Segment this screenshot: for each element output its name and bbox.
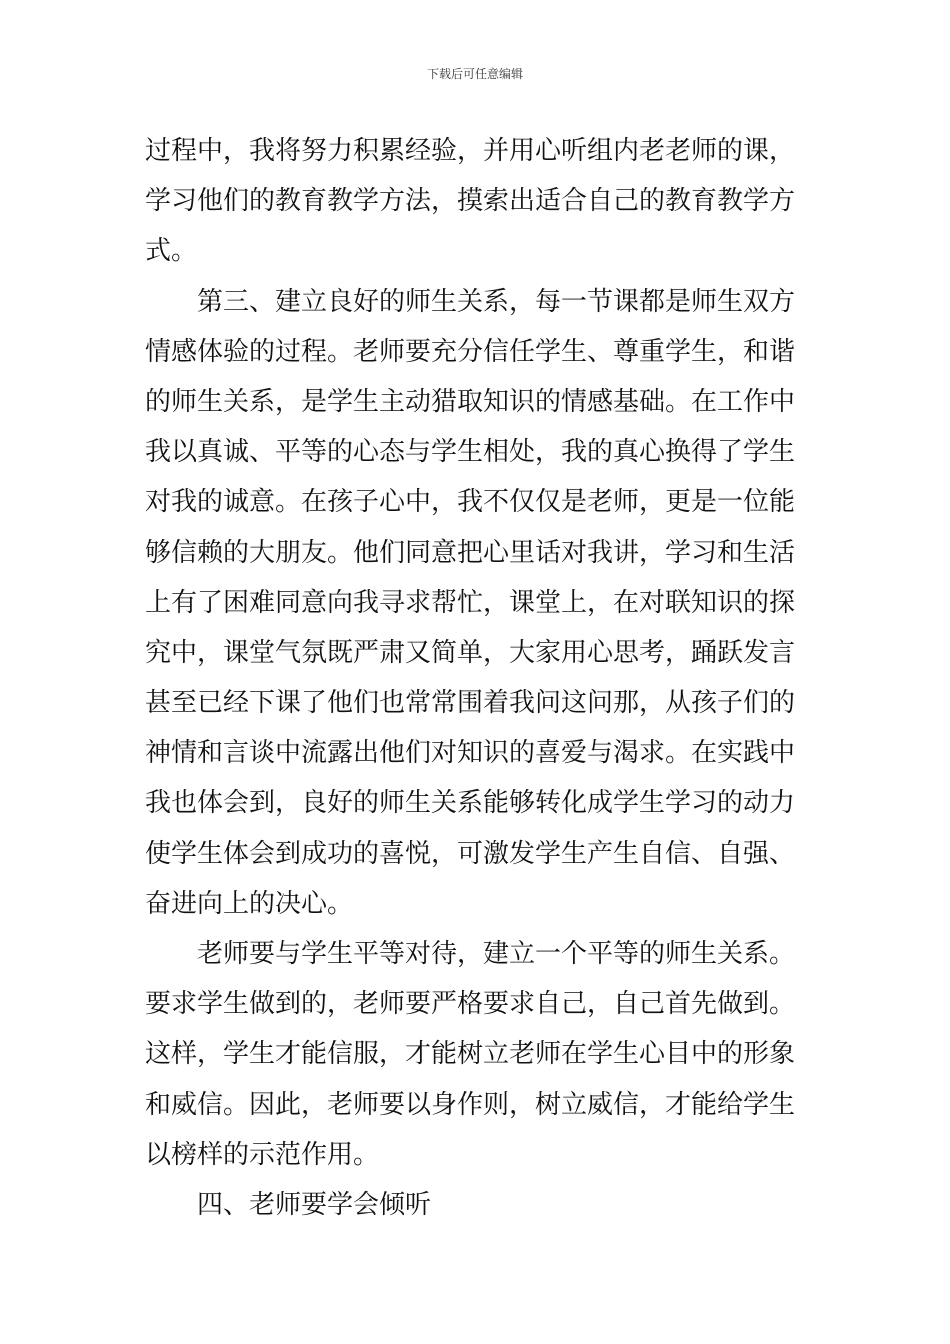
text-line: 情感体验的过程。老师要充分信任学生、尊重学生，和谐 (145, 336, 796, 367)
text-line: 我以真诚、平等的心态与学生相处，我的真心换得了学生 (145, 437, 796, 468)
section-heading: 四、老师要学会倾听 (197, 1189, 432, 1220)
text-line: 以榜样的示范作用。 (145, 1139, 380, 1170)
text-line: 我也体会到，良好的师生关系能够转化成学生学习的动力 (145, 788, 796, 819)
text-line: 要求学生做到的，老师要严格要求自己，自己首先做到。 (145, 989, 796, 1020)
text-line: 神情和言谈中流露出他们对知识的喜爱与渴求。在实践中 (145, 738, 796, 769)
document-body (145, 126, 805, 1230)
text-line: 过程中，我将努力积累经验，并用心听组内老老师的课， (145, 136, 796, 166)
text-line: 奋进向上的决心。 (145, 888, 354, 919)
page-header: 下载后可任意编辑 (426, 67, 523, 81)
paragraph-first-line: 老师要与学生平等对待，建立一个平等的师生关系。 (197, 939, 796, 969)
paragraph-first-line: 第三、建立良好的师生关系，每一节课都是师生双方 (197, 286, 796, 317)
text-line: 使学生体会到成功的喜悦，可激发学生产生自信、自强、 (145, 838, 796, 869)
text-line: 式。 (145, 236, 198, 267)
text-line: 够信赖的大朋友。他们同意把心里话对我讲，学习和生活 (145, 537, 796, 568)
text-line: 甚至已经下课了他们也常常围着我问这问那，从孩子们的 (145, 688, 796, 719)
text-line: 上有了困难同意向我寻求帮忙，课堂上，在对联知识的探 (145, 587, 796, 618)
text-line: 究中，课堂气氛既严肃又简单，大家用心思考，踊跃发言 (145, 637, 796, 668)
text-line: 对我的诚意。在孩子心中，我不仅仅是老师，更是一位能 (145, 487, 796, 518)
text-line: 学习他们的教育教学方法，摸索出适合自己的教育教学方 (145, 186, 796, 217)
text-line: 和威信。因此，老师要以身作则，树立威信，才能给学生 (145, 1089, 796, 1120)
text-line: 的师生关系，是学生主动猎取知识的情感基础。在工作中 (145, 386, 796, 417)
text-line: 这样，学生才能信服，才能树立老师在学生心目中的形象 (145, 1039, 796, 1070)
